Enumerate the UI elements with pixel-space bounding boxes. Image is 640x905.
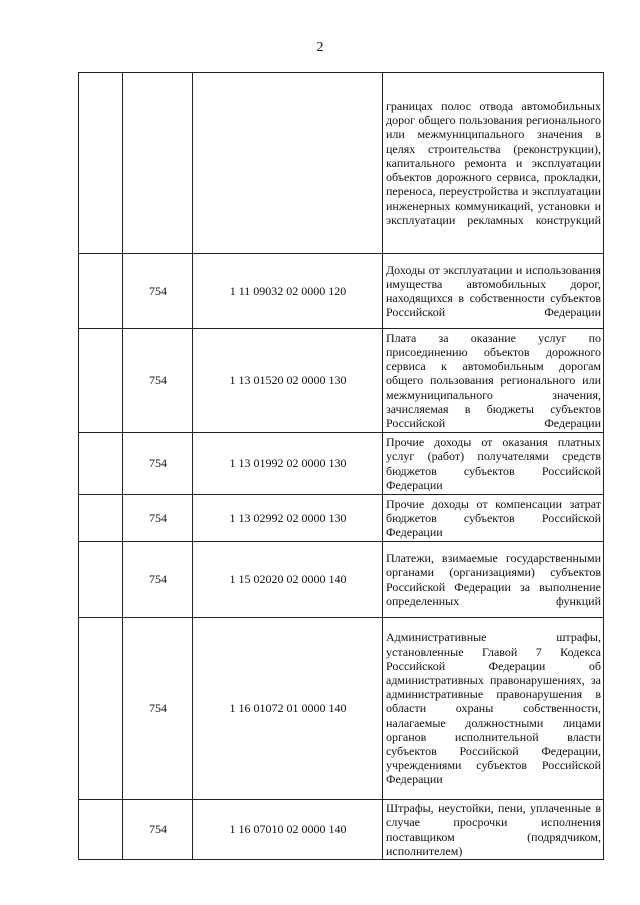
page-number: 2 — [316, 40, 324, 55]
blank-cell — [79, 800, 123, 860]
revenue-code-cell: 1 13 01520 02 0000 130 — [193, 329, 383, 433]
admin-code-cell: 754 — [123, 254, 193, 329]
description-cell: Прочие доходы от компенсации затрат бюджетов субъектов Российской Федерации — [383, 495, 604, 542]
admin-code-cell: 754 — [123, 542, 193, 618]
table-row — [79, 542, 604, 618]
table-row — [79, 495, 604, 542]
revenue-code-cell: 1 13 01992 02 0000 130 — [193, 433, 383, 495]
revenue-code-cell: 1 16 01072 01 0000 140 — [193, 618, 383, 800]
admin-code-cell: 754 — [123, 800, 193, 860]
revenue-code-cell: 1 13 02992 02 0000 130 — [193, 495, 383, 542]
blank-cell — [79, 542, 123, 618]
blank-cell — [79, 618, 123, 800]
revenue-code-cell: 1 15 02020 02 0000 140 — [193, 542, 383, 618]
revenue-code-cell: 1 16 07010 02 0000 140 — [193, 800, 383, 860]
blank-cell — [79, 495, 123, 542]
admin-code-cell: 754 — [123, 329, 193, 433]
description-cell: границах полос отвода автомобильных дорог общего пользования регионального или межмуниципального значения в целях строительства (реконструкции), капитального ремонта и эксплуатации объектов дорожного сервиса, прокладки, переноса, переустройства и эксплуатации инженерных коммуникаций, установки и эксплуатации рекламных конструкций — [383, 73, 604, 254]
blank-cell — [79, 329, 123, 433]
description-cell: Плата за оказание услуг по присоединению объектов дорожного сервиса к автомобильным дорогам общего пользования регионального или межмуниципального значения, зачисляемая в бюджеты субъектов Российской Федерации — [383, 329, 604, 433]
admin-code-cell: 754 — [123, 433, 193, 495]
revenue-code-cell: 1 11 09032 02 0000 120 — [193, 254, 383, 329]
table-row — [79, 433, 604, 495]
table-row — [79, 800, 604, 860]
revenue-code-cell — [193, 73, 383, 254]
blank-cell — [79, 73, 123, 254]
description-cell: Платежи, взимаемые государственными органами (организациями) субъектов Российской Федерации за выполнение определенных функций — [383, 542, 604, 618]
description-cell: Штрафы, неустойки, пени, уплаченные в случае просрочки исполнения поставщиком (подрядчиком, исполнителем) — [383, 800, 604, 860]
blank-cell — [79, 254, 123, 329]
blank-cell — [79, 433, 123, 495]
table-row — [79, 618, 604, 800]
description-cell: Административные штрафы, установленные Главой 7 Кодекса Российской Федерации об административных правонарушениях, за административные правонарушения в области охраны собственности, налагаемые должностными лицами органов исполнительной власти субъектов Российской Федерации, учреждениями субъектов Российской Федерации — [383, 618, 604, 800]
table-row — [79, 329, 604, 433]
description-cell: Доходы от эксплуатации и использования имущества автомобильных дорог, находящихся в собственности субъектов Российской Федерации — [383, 254, 604, 329]
admin-code-cell: 754 — [123, 618, 193, 800]
table-row — [79, 254, 604, 329]
revenue-codes-table — [78, 72, 604, 860]
admin-code-cell: 754 — [123, 495, 193, 542]
description-cell: Прочие доходы от оказания платных услуг (работ) получателями средств бюджетов субъектов Российской Федерации — [383, 433, 604, 495]
admin-code-cell — [123, 73, 193, 254]
table-row — [79, 73, 604, 254]
